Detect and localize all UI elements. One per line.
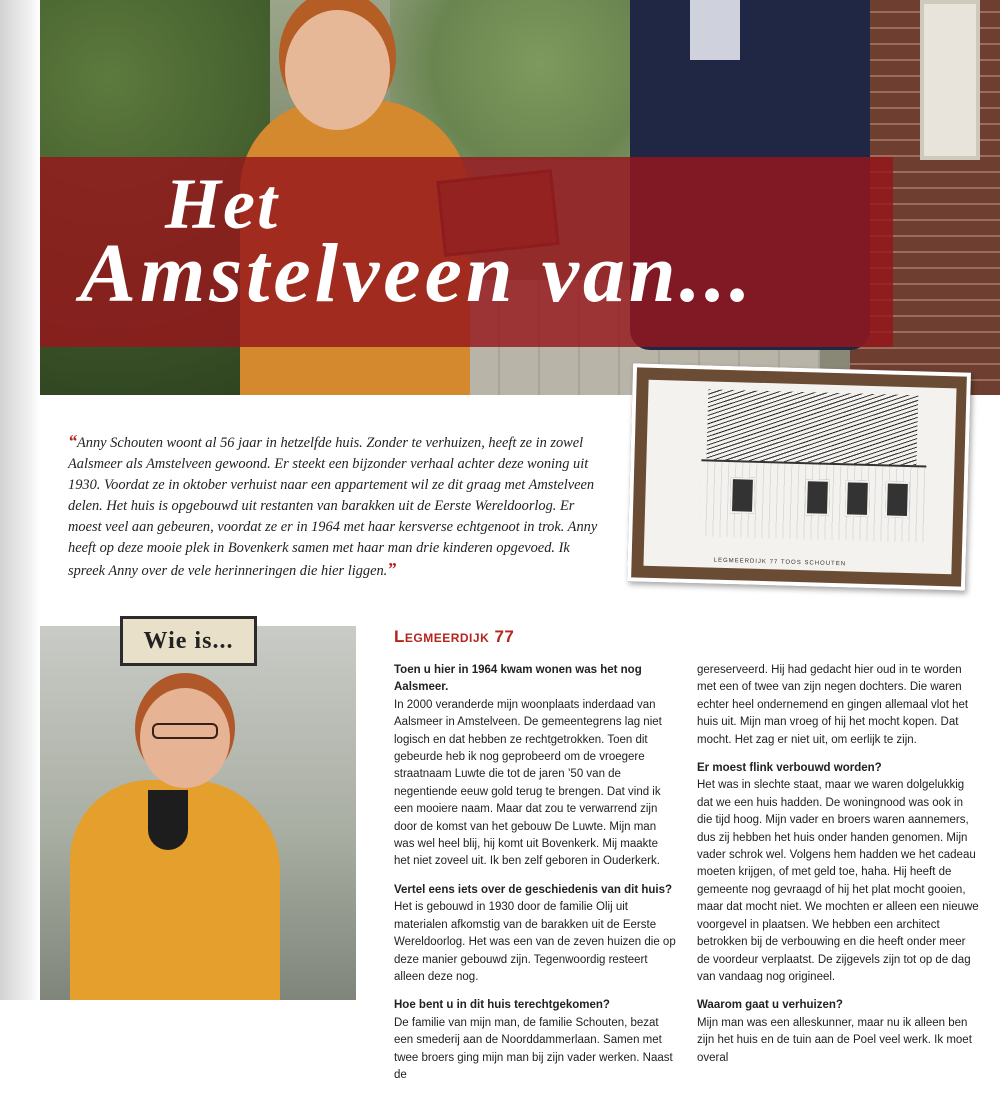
house-sketch — [643, 380, 956, 575]
question: Toen u hier in 1964 kwam wonen was het nog Aalsmeer. — [394, 664, 642, 694]
close-quote-mark: ” — [387, 559, 397, 579]
sketch-window — [730, 477, 755, 514]
title-line-1: Het — [165, 164, 279, 244]
page-gutter — [0, 0, 40, 1000]
question: Vertel eens iets over de geschiedenis van dit huis? — [394, 883, 673, 896]
window — [920, 0, 980, 160]
qa-block — [394, 882, 676, 986]
sketch-window — [805, 479, 830, 516]
title-line-2: Amstelveen van... — [80, 227, 755, 320]
man-shirt — [690, 0, 740, 60]
intro-text: Anny Schouten woont al 56 jaar in hetzelfde huis. Zonder te verhuizen, heeft ze in zowel Aalsmeer als Amstelveen gewoond. Er steekt een bijzonder verhaal achter deze woning uit 1930. Voordat ze in oktober verhuist naar een appartement wil ze dit graag met Amstelveen delen. Het huis is opgebouwd uit restanten van barakken uit de Eerste Wereldoorlog. Er moest veel aan gebeuren, voordat ze er in 1964 met haar kersverse echtgenoot in trok. Anny heeft op deze mooie plek in Bovenkerk samen met haar man drie kinderen opgevoed. Ik spreek Anny over de vele herinneringen die hier liggen. — [68, 435, 598, 579]
answer: In 2000 veranderde mijn woonplaats inderdaad van Aalsmeer in Amstelveen. De gemeentegrens lag niet logisch en dat hebben ze rechtgetrokken. Toen dit gebeurde heb ik nog geprobeerd om de vroegere straatnaam Luwte die tot de jaren ’50 van de negentiende eeuw gold terug te brengen. Dat vind ik een mooiere naam. Maar dat zou te verwarrend zijn door de komst van het gebouw De Luwte. Mijn man was wel heel blij, hij komt uit Bovenkerk. Mij maakte het niet zoveel uit. Ik ben zelf geboren in Ouderkerk. — [394, 698, 662, 868]
sketch-window — [845, 480, 870, 517]
portrait-photo — [40, 626, 356, 1000]
answer: Het is gebouwd in 1930 door de familie Olij uit materialen afkomstig van de barakken uit de Eerste Wereldoorlog. Het was een van de zeven huizen die op deze manier gebouwd zijn. Tegenwoordig resteert alleen deze nog. — [394, 901, 676, 983]
qa-block — [697, 760, 979, 986]
qa-block — [394, 997, 676, 1084]
wie-is-label: Wie is... — [120, 616, 257, 666]
sketch-caption: LEGMEERDIJK 77 TOOS SCHOUTEN — [713, 557, 847, 568]
question: Er moest flink verbouwd worden? — [697, 762, 882, 775]
qa-block — [697, 662, 979, 749]
woman-head — [285, 10, 390, 130]
qa-block — [697, 997, 979, 1067]
qa-block — [394, 662, 676, 871]
answer: De familie van mijn man, de familie Schouten, bezat een smederij aan de Noorddammerlaan. Samen met twee broers ging mijn man bij zijn vader werken. Naast de — [394, 1016, 673, 1081]
portrait-glasses — [152, 723, 218, 739]
portrait-shirt — [148, 790, 188, 850]
sketch-photo — [627, 363, 971, 590]
article-column-1 — [394, 662, 676, 1095]
article-column-2 — [697, 662, 979, 1078]
sketch-roof — [706, 389, 918, 465]
intro-paragraph — [68, 431, 608, 582]
answer: gereserveerd. Hij had gedacht hier oud in te worden met een of twee van zijn negen dochters. Die waren echter heel ondernemend en gingen allemaal vlot het huis uit. Mijn man vroeg of hij het mocht kopen. Dat mocht. Het zag er niet uit, om eerlijk te zijn. — [697, 664, 969, 746]
answer: Het was in slechte staat, maar we waren dolgelukkig dat we een huis hadden. De woningnood was ook in die tijd hoog. Mijn vader en broers waren aannemers, dus zij hebben het huis onder handen genomen. Mijn vader schrok wel. Volgens hem hadden we het cadeau moeten krijgen, of met geld toe, haha. Hij heeft de gemeente nog gevraagd of hij het plat mocht gooien, maar dat mocht niet. We mochten er alleen een nieuwe voorgevel in plaatsen. We hebben een architect betrokken bij de verbouwing en die heeft onder meer de voordeur verplaatst. De zijgevels zijn tot op de dag van vandaag nog origineel. — [697, 779, 979, 983]
question: Hoe bent u in dit huis terechtgekomen? — [394, 999, 610, 1012]
open-quote-mark: “ — [68, 431, 77, 451]
question: Waarom gaat u verhuizen? — [697, 999, 843, 1012]
answer: Mijn man was een alleskunner, maar nu ik alleen ben zijn het huis en de tuin aan de Poel veel werk. Ik moet overal — [697, 1016, 972, 1064]
article-title: Legmeerdijk 77 — [394, 627, 515, 646]
sketch-window — [885, 481, 910, 518]
